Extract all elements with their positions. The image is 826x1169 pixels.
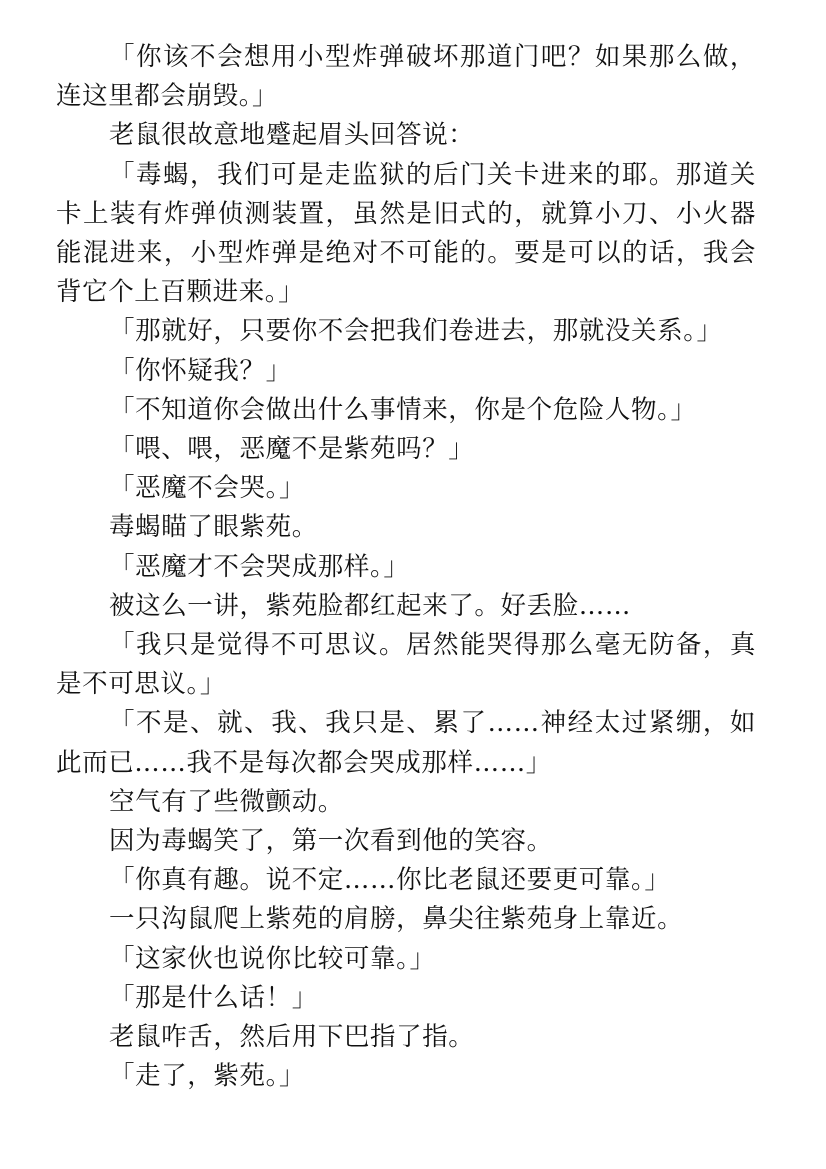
paragraph-13: 「不是、就、我、我只是、累了……神经太过紧绷，如此而已……我不是每次都会哭成那样……」 (56, 708, 756, 778)
paragraph-16: 「你真有趣。说不定……你比老鼠还要更可靠。」 (109, 865, 671, 896)
paragraph-5: 「你怀疑我？」 (109, 355, 292, 386)
paragraph-19: 「那是什么话！」 (109, 982, 318, 1013)
paragraph-2: 老鼠很故意地蹙起眉头回答说： (109, 120, 475, 151)
paragraph-9: 毒蝎瞄了眼紫苑。 (109, 512, 318, 543)
document-page (56, 38, 756, 1096)
paragraph-7: 「喂、喂，恶魔不是紫苑吗？」 (109, 434, 475, 465)
paragraph-6: 「不知道你会做出什么事情来，你是个危险人物。」 (109, 394, 697, 425)
paragraph-1: 「你该不会想用小型炸弹破坏那道门吧？如果那么做，连这里都会崩毁。」 (56, 42, 756, 112)
paragraph-11: 被这么一讲，紫苑脸都红起来了。好丢脸…… (109, 590, 632, 621)
paragraph-18: 「这家伙也说你比较可靠。」 (109, 943, 436, 974)
paragraph-12: 「我只是觉得不可思议。居然能哭得那么毫无防备，真是不可思议。」 (56, 630, 756, 700)
paragraph-17: 一只沟鼠爬上紫苑的肩膀，鼻尖往紫苑身上靠近。 (109, 904, 684, 935)
paragraph-10: 「恶魔才不会哭成那样。」 (109, 551, 410, 582)
paragraph-21: 「走了，紫苑。」 (109, 1061, 306, 1092)
paragraph-14: 空气有了些微颤动。 (109, 786, 344, 817)
paragraph-20: 老鼠咋舌，然后用下巴指了指。 (109, 1022, 475, 1053)
paragraph-4: 「那就好，只要你不会把我们卷进去，那就没关系。」 (109, 316, 723, 347)
paragraph-15: 因为毒蝎笑了，第一次看到他的笑容。 (109, 826, 553, 857)
paragraph-3: 「毒蝎，我们可是走监狱的后门关卡进来的耶。那道关卡上装有炸弹侦测装置，虽然是旧式的，就算小刀、小火器能混进来，小型炸弹是绝对不可能的。要是可以的话，我会背它个上百颗进来。」 (56, 159, 756, 308)
paragraph-8: 「恶魔不会哭。」 (109, 473, 306, 504)
